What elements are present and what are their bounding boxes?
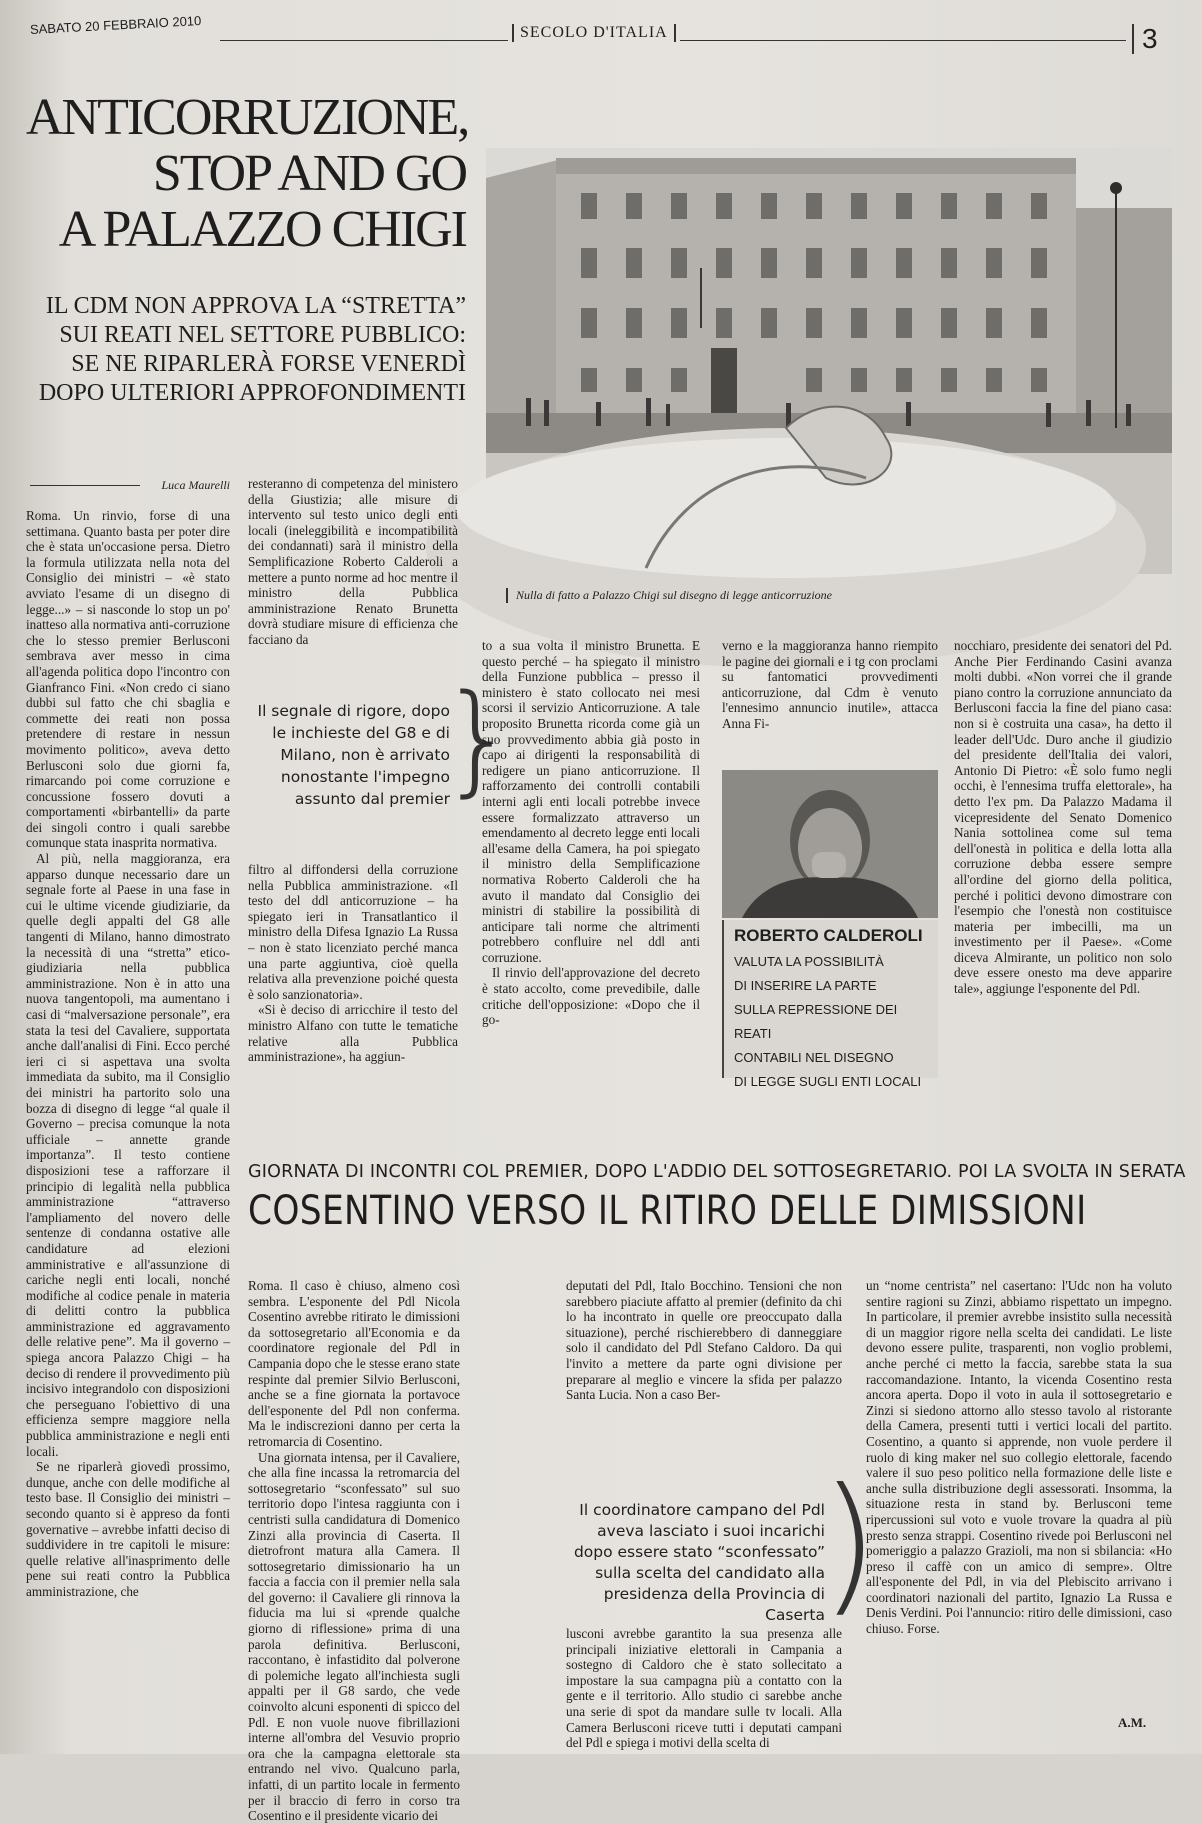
byline-rule (30, 485, 140, 486)
article2-column-1 (248, 1278, 460, 1824)
subhead-line: SUI REATI NEL SETTORE PUBBLICO: (59, 322, 466, 348)
header-rule-left (220, 40, 508, 41)
paragraph: to a sua volta il ministro Brunetta. E questo perché – ha spiegato il ministro della Funzione pubblica – presso il ministero è stato collocato nei mesi scorsi il servizio Anticorruzione. A tale proposito Brunetta ricorda come già un suo provvedimento abbia già posto in capo ai dirigenti la responsabilità di redigere un piano anticorruzione. Il rafforzamento dei controlli contabili interni agli enti locali potrebbe invece essere formalizzato attraverso un emendamento al decreto legge enti locali all'esame della Camera, ha poi spiegato il ministro della Semplificazione normativa Roberto Calderoli che ha avuto il mandato dal Consiglio dei ministri di stabilire la possibilità di anticipare tali norme che altrimenti potrebbero confluire nel ddl anti corruzione. (482, 638, 700, 965)
article2-pull-quote: Il coordinatore campano del Pdl aveva lasciato i suoi incarichi dopo essere stato “sconfessato” sulla scelta del candidato alla presidenza della Provincia di Caserta (573, 1501, 825, 1624)
calderoli-illustration (722, 770, 938, 918)
article1-column-5 (954, 638, 1172, 1098)
headline-line: ANTICORRUZIONE, (26, 89, 469, 146)
paragraph: un “nome centrista” nel casertano: l'Udc non ha voluto sentire ragioni su Zinzi, abbiamo rispettato un impegno. In particolare, il premier avrebbe insistito sulla necessità di un maggior rigore nella scelta dei candidati. Le liste devono essere pulite, trasparenti, non voglio problemi, anche perché ci metto la faccia, sarebbe stata la sua raccomandazione. Intanto, la vicenda Cosentino resta ancora aperta. Dopo il voto in aula il sottosegretario e Zinzi si siedono attorno allo stesso tavolo al ristorante della Camera, presenti tutti i vertici locali del partito. Cosentino, a quanto si apprende, non vuole perdere il ruolo di king maker nel suo collegio elettorale, facendo valere il suo peso politico nella formazione delle liste e anche sulla distribuzione degli assessorati. Insomma, la situazione resta in stand by. Berlusconi teme ripercussioni sul voto e vuole trovare la quadra al più presto senza strappi. Cosentino rivede poi Berlusconi nel pomeriggio a palazzo Grazioli, ma non si sbilancia: «Ho preso il caffè con un amico di sempre». Oltre all'esponente del Pdl, in via del Plebiscito arrivano i coordinatori nazionali del partito, Ignazio La Russa e Denis Verdini. Poi l'annuncio: ritiro delle dimissioni, caso chiuso. Forse. (866, 1278, 1172, 1637)
sidebar-line: DI INSERIRE LA PARTE (734, 978, 877, 993)
sidebar-line: CONTABILI NEL DISEGNO (734, 1050, 894, 1065)
author-name: Luca Maurelli (161, 478, 230, 492)
article1-column-3 (482, 638, 700, 1098)
subhead-line: IL CDM NON APPROVA LA “STRETTA” (45, 293, 466, 319)
author-initials: A.M. (1118, 1715, 1147, 1730)
sidebar-name: ROBERTO CALDEROLI (734, 926, 923, 945)
calderoli-portrait (722, 770, 938, 918)
author-byline (30, 478, 230, 493)
headline-line: A PALAZZO CHIGI (58, 201, 466, 258)
article1-column-2-top (248, 476, 458, 676)
article2-kicker: GIORNATA DI INCONTRI COL PREMIER, DOPO L'ADDIO DEL SOTTOSEGRETARIO. POI LA SVOLTA IN SERATA (248, 1162, 1186, 1182)
paragraph: Se ne riparlerà giovedì prossimo, dunque, anche con delle modifiche al testo base. Il Consiglio dei ministri – secondo quanto si è appreso da fonti governative – avrebbe infatti deciso di suddividere in tre capitoli le misure: quelle relative all'inasprimento delle pene sui reati contro la Pubblica amministrazione, che (26, 1459, 230, 1599)
paragraph: Al più, nella maggioranza, era apparso dunque necessario dare un segnale forte al Paese in una fase in cui le ultime vicende giudiziarie, da quelle degli appalti del G8 alle tangenti di Milano, hanno dimostrato la necessità di una “stretta” etico-giudiziaria nella pubblica amministrazione. Non è in atto una nuova tangentopoli, ma aumentano i casi di “malversazione personale”, era stata la tesi del Cavaliere, supportata anche dall'analisi di Fini. Ecco perché ieri ci si aspettava una svolta immediata da subito, ma il Consiglio dei ministri ha partorito solo una bozza di disegno di legge “al quale il Governo – precisa comunque la nota ufficiale – annette grande importanza”. Il testo contiene disposizioni tese a rafforzare il principio di legalità nella pubblica amministrazione “attraverso l'ampliamento del novero delle sentenze di condanna ostative alle candidature ad elezioni amministrative e all'assunzione di cariche negli enti locali, nonché modifiche al codice penale in materia di delitti contro la pubblica amministrazione ed aggravamento delle relative pene”. Ma il governo – spiega ancora Palazzo Chigi – ha deciso di rendere il provvedimento più incisivo integrandolo con disposizioni che perseguano l'obiettivo di una efficienza sempre maggiore nella pubblica amministrazione e negli enti locali. (26, 851, 230, 1459)
paragraph: Il rinvio dell'approvazione del decreto è stato accolto, come prevedibile, dalle critiche dell'opposizione: «Dopo che il go- (482, 965, 700, 1028)
paragraph: verno e la maggioranza hanno riempito le pagine dei giornali e i tg con proclami su fantomatici provvedimenti anticorruzione, dal Cdm è venuto l'ennesimo annuncio inutile», attacca Anna Fi- (722, 638, 938, 731)
calderoli-sidebar (722, 920, 938, 1089)
paragraph: filtro al diffondersi della corruzione nella Pubblica amministrazione. «Il testo del ddl anticorruzione – ha spiegato ieri in Transatlantico il ministro della Difesa Ignazio La Russa – non è stato licenziato perché manca una parte aggiuntiva, cioè quella relativa alla prevenzione poiché questa è solo sanzionatoria». (248, 862, 458, 1002)
subhead-line: SE NE RIPARLERÀ FORSE VENERDÌ (71, 351, 466, 377)
paragraph: deputati del Pdl, Italo Bocchino. Tensioni che non sarebbero piaciute affatto al premier (definito da chi lo ha incontrato in quelle ore preoccupato dalla situazione), perché rischierebbero di danneggiare solo il candidato del Pdl Stefano Caldoro. Da qui l'invito a mettere da parte ogni divisione per preparare al meglio e vincere la sfida per palazzo Santa Lucia. Non a caso Ber- (566, 1278, 842, 1403)
article-headline (26, 89, 469, 258)
article2-column-3 (866, 1278, 1172, 1706)
palazzo-chigi-illustration (486, 148, 1172, 574)
quote-brace: } (440, 670, 517, 809)
headline-line: STOP AND GO (152, 145, 466, 202)
photo-caption: Nulla di fatto a Palazzo Chigi sul disegno di legge anticorruzione (506, 588, 832, 603)
sidebar-line: DI LEGGE SUGLI ENTI LOCALI (734, 1074, 922, 1089)
paragraph: Roma. Il caso è chiuso, almeno così sembra. L'esponente del Pdl Nicola Cosentino avrebbe ritirato le dimissioni da sottosegretario all'Economia e da coordinatore regionale del Pdl in Campania dopo che le stesse erano state respinte dal premier Silvio Berlusconi, anche se a fine giornata la portavoce dell'esponente del Pdl non conferma. Ma le indiscrezioni danno per certa la retromarcia di Cosentino. (248, 1278, 460, 1449)
header-date: SABATO 20 FEBBRAIO 2010 (29, 13, 202, 37)
header-paper-name: SECOLO D'ITALIA (512, 24, 676, 42)
header-page-number: 3 (1132, 24, 1158, 54)
article1-column-4 (722, 638, 938, 750)
article1-column-2-bottom (248, 862, 458, 1098)
pull-quote: Il segnale di rigore, dopo le inchieste del G8 e di Milano, non è arrivato nonostante l'impegno assunto dal premier (257, 702, 450, 808)
paragraph: «Si è deciso di arricchire il testo del ministro Alfano con tutte le tematiche relative alla Pubblica amministrazione», ha aggiun- (248, 1002, 458, 1065)
sidebar-line: VALUTA LA POSSIBILITÀ (734, 954, 884, 969)
article1-column-1 (26, 508, 230, 1718)
sidebar-line: SULLA REPRESSIONE DEI REATI (734, 1002, 898, 1041)
paragraph: lusconi avrebbe garantito la sua presenza alle principali iniziative elettorali in Campania a sostegno di Caldoro che è stato sollecitato a impostare la sua campagna più a contatto con la gente e il territorio. Allo studio ci sarebbe anche una serie di spot da mandare sulle tv locali. Alla Camera Berlusconi riceve tutti i deputati campani del Pdl e spiega i motivi della scelta di (566, 1626, 842, 1751)
article2-headline: COSENTINO VERSO IL RITIRO DELLE DIMISSIONI (248, 1188, 1087, 1234)
paragraph: nocchiaro, presidente dei senatori del Pd. Anche Pier Ferdinando Casini avanza molti dubbi. «Non vorrei che il grande piano contro la corruzione annunciato da Berlusconi faccia la fine del piano casa: non si è costruita una casa», ha detto il leader dell'Udc. Duro anche il giudizio del presidente dell'Italia dei valori, Antonio Di Pietro: «È solo fumo negli occhi, è l'ennesima truffa elettorale», ha detto l'ex pm. Da Palazzo Madama il vicepresidente del Senato Domenico Nania sottolinea come sul tema dell'onestà in politica e della lotta alla corruzione debba essere sempre all'ordine del giorno della politica, perché i politici devono dimostrare con l'esempio che l'onestà non costituisce materia per imbecilli, ma un investimento per il Paese». «Come diceva Almirante, un politico non solo deve essere onesto ma deve apparire tale», aggiunge l'esponente del Pdl. (954, 638, 1172, 997)
palazzo-chigi-photo (486, 148, 1172, 574)
article2-column-2-bottom (566, 1626, 842, 1751)
header-rule-right (680, 40, 1126, 41)
article2-column-2-top (566, 1278, 842, 1460)
article-subheadline (26, 292, 466, 408)
paragraph: Roma. Un rinvio, forse di una settimana. Quanto basta per poter dire che è stata un'occasione persa. Dietro la formula utilizzata nella nota del Consiglio dei ministri – «è stato avviato l'esame di un disegno di legge...» – si nasconde lo stop un po' inatteso alla normativa anti-corruzione che lo stesso premier Berlusconi sembrava aver messo in cima all'agenda politica dopo l'incontro con Gianfranco Fini. «Non credo ci siano dubbi sul fatto che chi sbaglia e commette dei reati non possa pretendere di restare in nessun movimento politico», aveva detto Berlusconi solo due giorni fa, rimarcando poi come corruzione e concussione fossero dovuti a comportamenti «birbantelli» da parte dei singoli contro i quali sarebbe comunque stata inasprita normativa. (26, 508, 230, 851)
quote-brace: ) (820, 1457, 879, 1631)
paragraph: resteranno di competenza del ministero della Giustizia; alle misure di intervento sul testo unico degli enti locali (ineleggibilità e incompatibilità dei condannati) sarà il ministro della Semplificazione Roberto Calderoli a mettere a punto norme ad hoc mentre il ministro della Pubblica amministrazione Renato Brunetta dovrà studiare misure di efficienza che facciano da (248, 476, 458, 647)
subhead-line: DOPO ULTERIORI APPROFONDIMENTI (38, 380, 466, 406)
paragraph: Una giornata intensa, per il Cavaliere, che alla fine incassa la retromarcia del sottosegretario “sconfessato” sul suo territorio dopo l'intesa raggiunta con i centristi sulla candidatura di Domenico Zinzi alla provincia di Caserta. Il dietrofront matura alla Camera. Il sottosegretario dimissionario ha un faccia a faccia con il premier nella sala del governo: il Cavaliere gli rinnova la fiducia ma lui si «prende qualche giorno di riflessione» prima di una parola definitiva. Berlusconi, raccontano, è infastidito dal polverone di polemiche legato all'inchiesta sugli appalti per il G8 sardo, che vede coinvolto alcuni esponenti di spicco del Pdl. E non vuole nuove fibrillazioni interne all'ombra del Vesuvio proprio ora che la campagna elettorale sta entrando nel vivo. Qualcuno parla, infatti, di un partito locale in fermento per il braccio di ferro in corso tra Cosentino e il presidente vicario dei (248, 1449, 460, 1824)
